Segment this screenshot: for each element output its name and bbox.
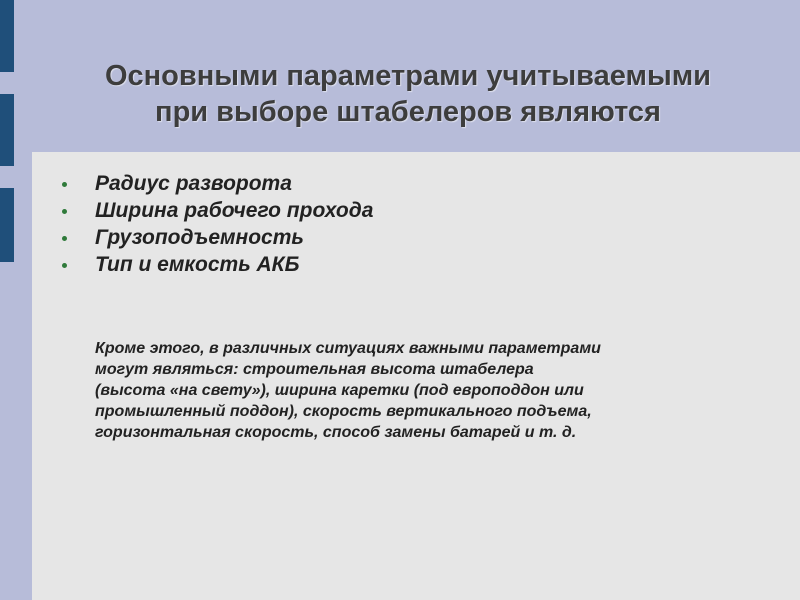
- bullet-item: [62, 170, 373, 197]
- accent-bar-top: [0, 0, 14, 72]
- accent-bar-bottom: [0, 188, 14, 262]
- bullet-item: [62, 197, 373, 224]
- slide-title-line-2: при выборе штабелеров являются: [155, 96, 661, 128]
- slide-title-line-1: Основными параметрами учитываемыми: [104, 60, 711, 92]
- bullet-dot-icon: [62, 263, 67, 268]
- bullet-dot-icon: [62, 182, 67, 187]
- bullet-text: Тип и емкость АКБ: [95, 253, 300, 276]
- bullet-text: Радиус разворота: [95, 172, 292, 195]
- note-line: Кроме этого, в различных ситуациях важными параметрами: [95, 340, 601, 357]
- bullet-dot-icon: [62, 236, 67, 241]
- note-line: (высота «на свету»), ширина каретки (под европоддон или: [95, 382, 584, 399]
- bullet-item: [62, 224, 373, 251]
- bullet-text: Грузоподъемность: [95, 226, 304, 249]
- note-line: могут являться: строительная высота штабелера: [95, 361, 534, 378]
- additional-parameters-note: [95, 338, 755, 443]
- bullet-list: [62, 170, 373, 278]
- bullet-dot-icon: [62, 209, 67, 214]
- bullet-item: [62, 251, 373, 278]
- slide-title: [40, 58, 776, 130]
- accent-bar-middle: [0, 94, 14, 166]
- bullet-text: Ширина рабочего прохода: [95, 199, 374, 222]
- note-line: промышленный поддон), скорость вертикального подъема,: [95, 403, 592, 420]
- note-line: горизонтальная скорость, способ замены батарей и т. д.: [95, 424, 577, 441]
